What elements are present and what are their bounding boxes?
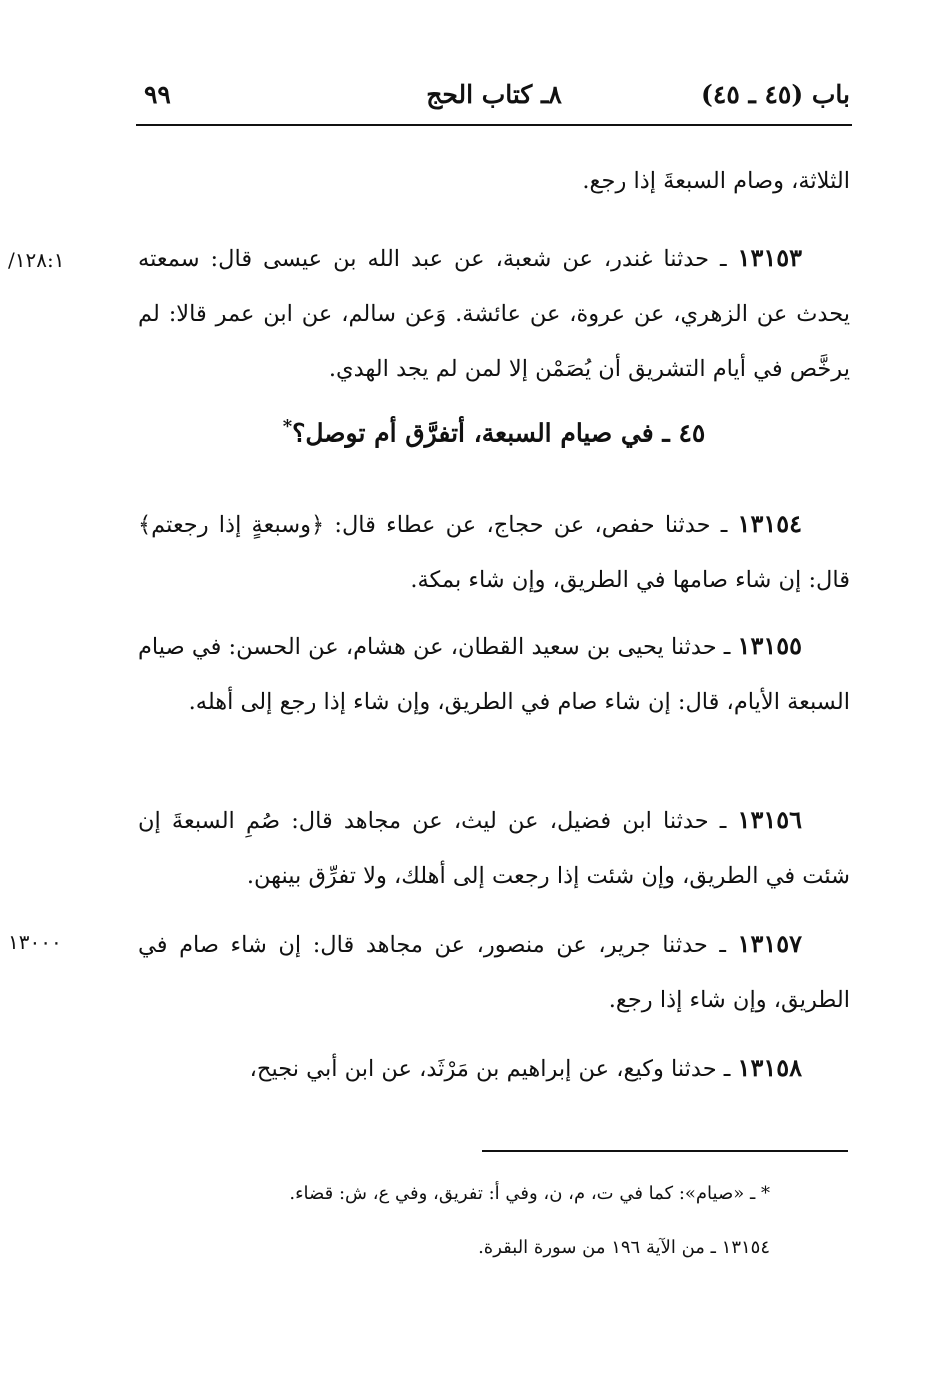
page-number: ٩٩ <box>144 80 171 109</box>
chapter-reference: باب (٤٥ ـ ٤٥) <box>701 80 850 109</box>
footnote-rule <box>482 1150 848 1152</box>
book-title: ٨ـ كتاب الحج <box>426 80 562 109</box>
hadith-text: ـ حدثنا جرير، عن منصور، عن مجاهد قال: إن شاء صام في الطريق، وإن شاء إذا رجع. <box>138 932 850 1013</box>
hadith-13158 <box>138 1040 850 1097</box>
hadith-13155 <box>138 618 850 730</box>
hadith-number: ١٣١٥٦ <box>737 805 802 834</box>
running-head <box>138 80 850 120</box>
hadith-13154 <box>138 496 850 608</box>
footnote-2: ١٣١٥٤ ـ من الآية ١٩٦ من سورة البقرة. <box>478 1237 770 1258</box>
chapter-heading <box>138 416 850 447</box>
hadith-number: ١٣١٥٤ <box>737 509 802 538</box>
hadith-number: ١٣١٥٥ <box>737 631 802 660</box>
margin-reference-2: ١٣٠٠٠ <box>8 930 62 954</box>
hadith-text: ـ حدثنا غندر، عن شعبة، عن عبد الله بن عيسى قال: سمعته يحدث عن الزهري، عن عروة، عن عائشة. وَعن سالم، عن ابن عمر قالا: لم يرخَّص في أيام التشريق أن يُصَمْن إلا لمن لم يجد الهدي. <box>138 246 850 382</box>
hadith-number: ١٣١٥٣ <box>737 243 802 272</box>
header-rule <box>136 124 852 126</box>
footnote-1: * ـ «صيام»: كما في ت، م، ن، وفي أ: تفريق، وفي ع، ش: قضاء. <box>289 1183 770 1204</box>
continuation-text: الثلاثة، وصام السبعةَ إذا رجع. <box>582 168 850 194</box>
hadith-13157 <box>138 916 850 1028</box>
hadith-text: ـ حدثنا ابن فضيل، عن ليث، عن مجاهد قال: صُمِ السبعةَ إن شئت في الطريق، وإن شئت إذا رجعت إلى أهلك، ولا تفرِّق بينهن. <box>138 808 850 889</box>
continuation-paragraph <box>138 154 850 209</box>
hadith-text: ـ حدثنا حفص، عن حجاج، عن عطاء قال: ﴿وسبعةٍ إذا رجعتم﴾ قال: إن شاء صامها في الطريق، وإن شاء بمكة. <box>138 512 850 593</box>
hadith-13156 <box>138 792 850 904</box>
hadith-number: ١٣١٥٧ <box>737 929 802 958</box>
hadith-text: ـ حدثنا وكيع، عن إبراهيم بن مَرْثَد، عن ابن أبي نجيح، <box>249 1056 738 1082</box>
footnote-marker: * <box>282 416 293 437</box>
margin-reference-1: ١٢٨:١/ <box>8 248 65 272</box>
hadith-text: ـ حدثنا يحيى بن سعيد القطان، عن هشام، عن الحسن: في صيام السبعة الأيام، قال: إن شاء صام في الطريق، وإن شاء إذا رجع إلى أهله. <box>138 634 850 715</box>
hadith-number: ١٣١٥٨ <box>737 1053 802 1082</box>
chapter-heading-text: ٤٥ ـ في صيام السبعة، أتفرَّق أم توصل؟ <box>292 418 706 448</box>
hadith-13153 <box>138 230 850 397</box>
